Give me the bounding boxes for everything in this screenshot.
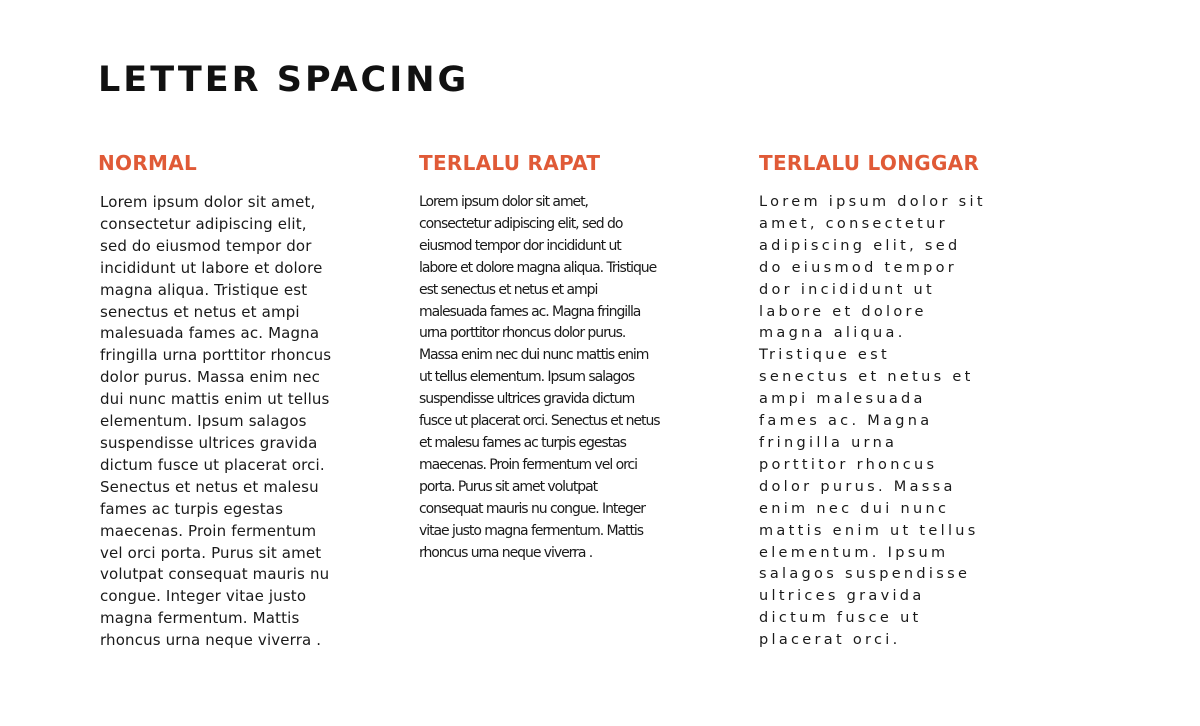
column-normal [98,150,358,652]
column-heading-too-tight: TERLALU RAPAT [419,151,601,175]
page-title: LETTER SPACING [98,60,470,100]
column-heading-too-loose: TERLALU LONGGAR [759,151,980,175]
column-heading-normal: NORMAL [98,151,198,175]
column-too-tight [419,150,674,564]
sample-text-normal: Lorem ipsum dolor sit amet, consectetur adipiscing elit, sed do eiusmod tempor dor incididunt ut labore et dolore magna aliqua. Tristique est senectus et netus et ampi malesuada fames ac. Magna fringilla urna porttitor rhoncus dolor purus. Massa enim nec dui nunc mattis enim ut tellus elementum. Ipsum salagos suspendisse ultrices gravida dictum fusce ut placerat orci. Senectus et netus et malesu fames ac turpis egestas maecenas. Proin fermentum vel orci porta. Purus sit amet volutpat consequat mauris nu congue. Integer vitae justo magna fermentum. Mattis rhoncus urna neque viverra . [100,193,332,650]
sample-text-too-tight: Lorem ipsum dolor sit amet, consectetur adipiscing elit, sed do eiusmod tempor dor incididunt ut labore et dolore magna aliqua. Tristique est senectus et netus et ampi malesuada fames ac. Magna fringilla urna porttitor rhoncus dolor purus. Massa enim nec dui nunc mattis enim ut tellus elementum. Ipsum salagos suspendisse ultrices gravida dictum fusce ut placerat orci. Senectus et netus et malesu fames ac turpis egestas maecenas. Proin fermentum vel orci porta. Purus sit amet volutpat consequat mauris nu congue. Integer vitae justo magna fermentum. Mattis rhoncus urna neque viverra . [419,194,660,561]
sample-text-too-loose: Lorem ipsum dolor sit amet, consectetur adipiscing elit, sed do eiusmod tempor dor incididunt ut labore et dolore magna aliqua. Tristique est senectus et netus et ampi malesuada fames ac. Magna fringilla urna porttitor rhoncus dolor purus. Massa enim nec dui nunc mattis enim ut tellus elementum. Ipsum salagos suspendisse ultrices gravida dictum fusce ut placerat orci. [759,194,986,649]
column-too-loose [759,150,1019,652]
